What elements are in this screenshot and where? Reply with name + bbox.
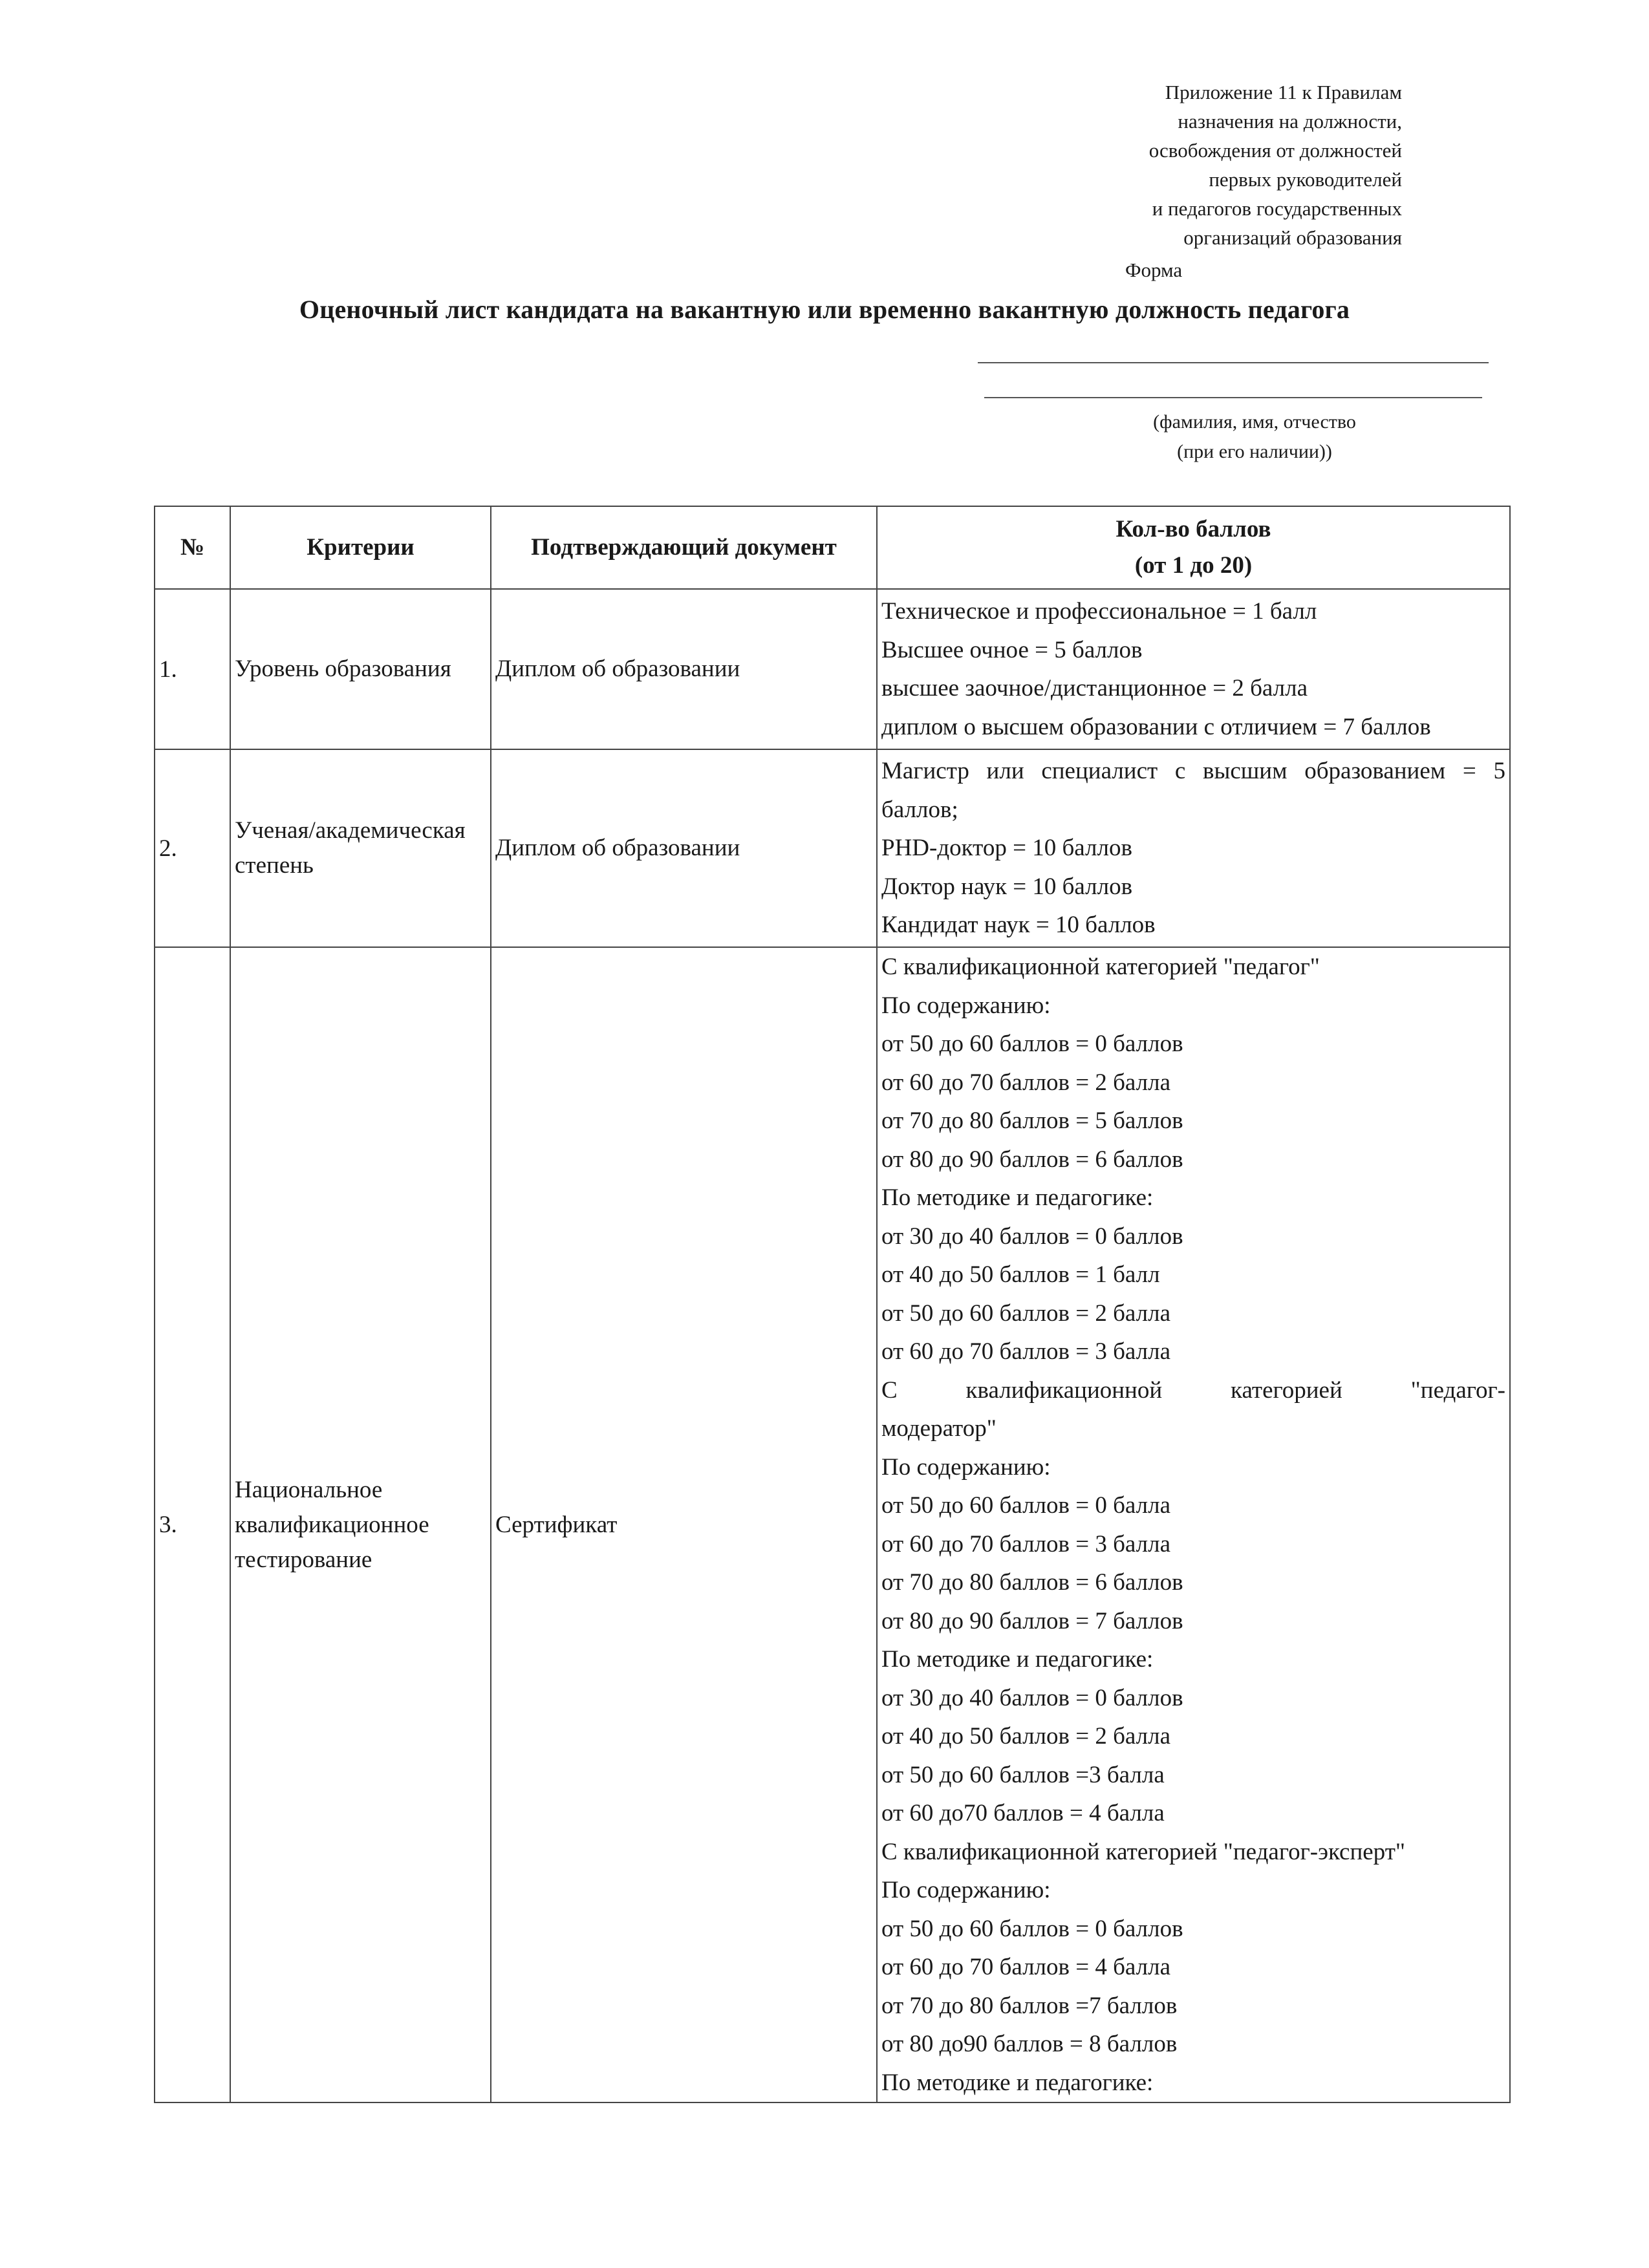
score-line: Высшее очное = 5 баллов bbox=[881, 636, 1143, 663]
score-line: от 70 до 80 баллов =7 баллов bbox=[881, 1992, 1178, 2019]
row-scores bbox=[877, 589, 1510, 749]
fio-caption bbox=[1061, 407, 1449, 467]
fio-caption-line: (фамилия, имя, отчество bbox=[1153, 411, 1356, 433]
score-line: По содержанию: bbox=[881, 992, 1051, 1019]
criteria-table bbox=[154, 506, 1511, 2103]
row-document: Диплом об образовании bbox=[491, 589, 877, 749]
row-number: 1. bbox=[155, 589, 230, 749]
score-line: Кандидат наук = 10 баллов bbox=[881, 912, 1156, 939]
score-line: модератор" bbox=[881, 1415, 997, 1442]
score-line: По методике и педагогике: bbox=[881, 1184, 1154, 1211]
score-line: от 60 до 70 баллов = 3 балла bbox=[881, 1338, 1171, 1365]
score-line: от 30 до 40 баллов = 0 баллов bbox=[881, 1684, 1183, 1711]
row-criteria: Уровень образования bbox=[230, 589, 491, 749]
row-criteria: Ученая/академическая степень bbox=[230, 749, 491, 947]
row-number: 3. bbox=[155, 947, 230, 2102]
score-line: от 50 до 60 баллов = 0 баллов bbox=[881, 1915, 1183, 1942]
appendix-line: назначения на должности, bbox=[1178, 110, 1402, 133]
score-line: диплом о высшем образовании с отличием = 7 баллов bbox=[881, 713, 1431, 740]
score-line: от 70 до 80 баллов = 5 баллов bbox=[881, 1107, 1183, 1134]
score-line: С квалификационной категорией "педагог-эксперт" bbox=[881, 1838, 1405, 1865]
appendix-line: освобождения от должностей bbox=[1148, 139, 1402, 162]
score-line: По методике и педагогике: bbox=[881, 2069, 1154, 2096]
score-line: от 60 до 70 баллов = 2 балла bbox=[881, 1069, 1171, 1096]
score-line: Магистр или специалист с высшим образованием = 5 bbox=[881, 758, 1505, 785]
score-line: Техническое и профессиональное = 1 балл bbox=[881, 598, 1317, 625]
appendix-line: Приложение 11 к Правилам bbox=[1165, 81, 1402, 103]
column-header-criteria: Критерии bbox=[230, 506, 491, 589]
score-line: По методике и педагогике: bbox=[881, 1646, 1154, 1673]
document-title: Оценочный лист кандидата на вакантную или временно вакантную должность педагога bbox=[299, 295, 1350, 324]
row-scores bbox=[877, 947, 1510, 2102]
score-line: от 70 до 80 баллов = 6 баллов bbox=[881, 1569, 1183, 1596]
column-header-document: Подтверждающий документ bbox=[491, 506, 877, 589]
score-line: от 80 до 90 баллов = 6 баллов bbox=[881, 1146, 1183, 1173]
column-header-score bbox=[877, 506, 1510, 589]
score-line: от 80 до 90 баллов = 7 баллов bbox=[881, 1607, 1183, 1634]
score-line: высшее заочное/дистанционное = 2 балла bbox=[881, 675, 1308, 701]
fio-blank-line bbox=[978, 362, 1489, 363]
column-header-number: № bbox=[155, 506, 230, 589]
row-number: 2. bbox=[155, 749, 230, 947]
score-line: от 60 до 70 баллов = 4 балла bbox=[881, 1954, 1171, 1980]
score-header-line: (от 1 до 20) bbox=[1134, 552, 1253, 579]
fio-blank-line bbox=[984, 397, 1482, 398]
score-line: баллов; bbox=[881, 796, 958, 823]
row-criteria: Национальное квалификационное тестирование bbox=[230, 947, 491, 2102]
score-line: от 50 до 60 баллов = 0 балла bbox=[881, 1492, 1171, 1519]
score-line: Доктор наук = 10 баллов bbox=[881, 873, 1133, 900]
score-line: от 40 до 50 баллов = 1 балл bbox=[881, 1261, 1160, 1288]
score-header-line: Кол-во баллов bbox=[1116, 516, 1271, 542]
score-line: от 60 до70 баллов = 4 балла bbox=[881, 1800, 1165, 1826]
table-row bbox=[155, 749, 1510, 947]
appendix-line: организаций образования bbox=[1183, 226, 1402, 249]
score-line: от 40 до 50 баллов = 2 балла bbox=[881, 1723, 1171, 1749]
score-line: от 50 до 60 баллов = 2 балла bbox=[881, 1300, 1171, 1327]
appendix-note bbox=[949, 78, 1402, 252]
table-row bbox=[155, 947, 1510, 2102]
score-line: С квалификационной категорией "педагог- bbox=[881, 1376, 1505, 1404]
score-line: от 80 до90 баллов = 8 баллов bbox=[881, 2031, 1178, 2057]
appendix-line: и педагогов государственных bbox=[1152, 197, 1402, 220]
form-label: Форма bbox=[1125, 259, 1183, 281]
score-line: от 50 до 60 баллов = 0 баллов bbox=[881, 1031, 1183, 1057]
row-document: Сертификат bbox=[491, 947, 877, 2102]
appendix-line: первых руководителей bbox=[1209, 168, 1402, 191]
score-line: от 50 до 60 баллов =3 балла bbox=[881, 1761, 1165, 1788]
table-row bbox=[155, 589, 1510, 749]
score-line: от 30 до 40 баллов = 0 баллов bbox=[881, 1223, 1183, 1250]
score-line: PHD-доктор = 10 баллов bbox=[881, 835, 1132, 862]
score-line: По содержанию: bbox=[881, 1877, 1051, 1903]
score-line: от 60 до 70 баллов = 3 балла bbox=[881, 1530, 1171, 1557]
row-scores bbox=[877, 749, 1510, 947]
row-document: Диплом об образовании bbox=[491, 749, 877, 947]
table-header-row bbox=[155, 506, 1510, 589]
score-line: По содержанию: bbox=[881, 1453, 1051, 1481]
fio-caption-line: (при его наличии)) bbox=[1177, 441, 1332, 462]
score-line: С квалификационной категорией "педагог" bbox=[881, 954, 1320, 980]
